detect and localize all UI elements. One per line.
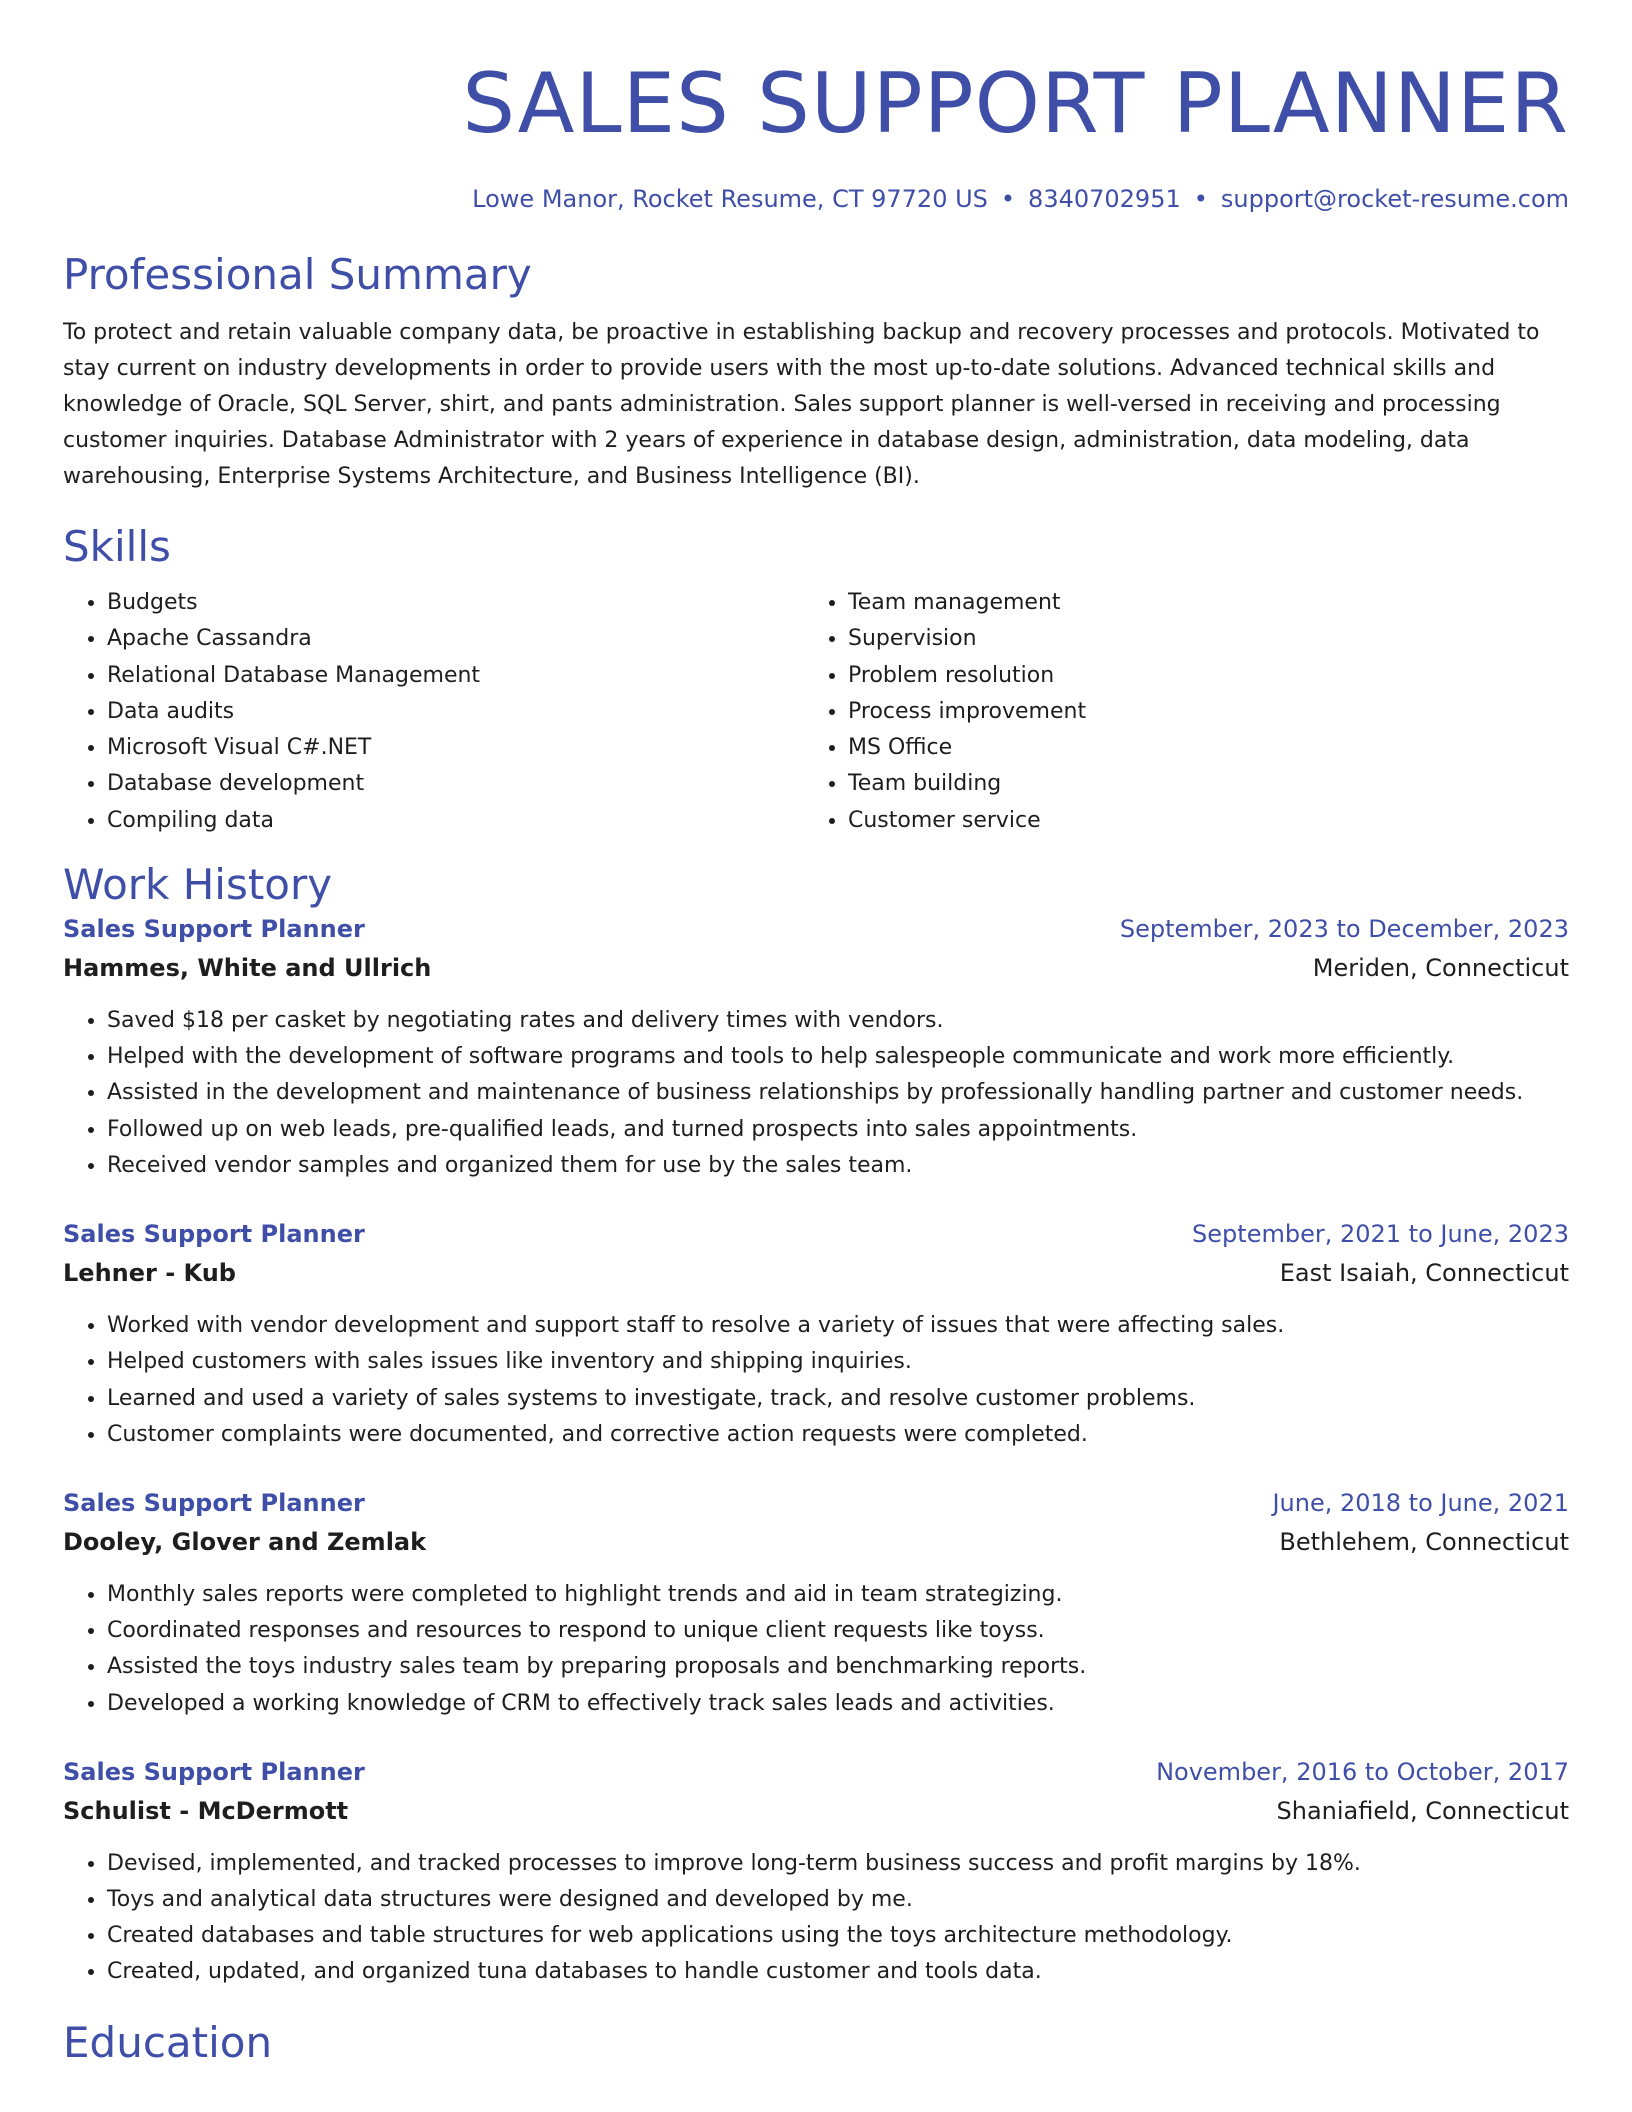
- job-bullet: • Customer complaints were documented, and corrective action requests were completed.: [107, 1417, 1569, 1453]
- skill-item: • Database development: [107, 766, 804, 802]
- education-heading: Education: [63, 2017, 273, 2067]
- skill-item: • Problem resolution: [848, 658, 1086, 694]
- company-name: Dooley, Glover and Zemlak: [63, 1527, 427, 1556]
- job-dates: September, 2023 to December, 2023: [1119, 915, 1569, 944]
- skill-item: • Compiling data: [107, 803, 804, 839]
- contact-separator: •: [1193, 185, 1208, 213]
- job-title: Sales Support Planner: [63, 1488, 365, 1517]
- job-location: East Isaiah, Connecticut: [1279, 1259, 1569, 1288]
- job-bullets: [63, 1577, 1569, 1722]
- job-bullet: • Helped with the development of software programs and tools to help salespeople communicate and work more efficiently.: [107, 1039, 1569, 1075]
- contact-address: Lowe Manor, Rocket Resume, CT 97720 US: [472, 185, 988, 213]
- job-bullet: • Assisted in the development and maintenance of business relationships by professionally handling partner and customer needs.: [107, 1075, 1569, 1111]
- work-history-heading: Work History: [63, 860, 333, 910]
- skill-item: • Budgets: [107, 585, 804, 621]
- job-entry: [63, 1754, 1569, 1991]
- resume-name: SALES SUPPORT PLANNER: [462, 55, 1569, 152]
- company-name: Hammes, White and Ullrich: [63, 954, 432, 983]
- job-bullet: • Saved $18 per casket by negotiating rates and delivery times with vendors.: [107, 1003, 1569, 1039]
- skill-item: • Supervision: [848, 621, 1086, 657]
- skill-item: • Team building: [848, 766, 1086, 802]
- job-location: Meriden, Connecticut: [1312, 954, 1569, 983]
- contact-phone: 8340702951: [1028, 185, 1181, 213]
- skill-item: • Process improvement: [848, 694, 1086, 730]
- job-location: Bethlehem, Connecticut: [1279, 1527, 1569, 1556]
- job-bullet: • Developed a working knowledge of CRM to effectively track sales leads and activities.: [107, 1686, 1569, 1722]
- job-bullet: • Toys and analytical data structures were designed and developed by me.: [107, 1882, 1569, 1918]
- job-bullets: [63, 1003, 1569, 1184]
- summary-text: To protect and retain valuable company data, be proactive in establishing backup and recovery processes and protocols. Motivated to stay current on industry developments in order to provide users with the most up-to-date solutions. Advanced technical skills and knowledge of Oracle, SQL Server, shirt, and pants administration. Sales support planner is well-versed in receiving and processing customer inquiries. Database Administrator with 2 years of experience in database design, administration, data modeling, data warehousing, Enterprise Systems Architecture, and Business Intelligence (BI).: [63, 320, 1540, 489]
- job-bullet: • Learned and used a variety of sales systems to investigate, track, and resolve customer problems.: [107, 1381, 1569, 1417]
- contact-line: [63, 181, 1569, 217]
- contact-email[interactable]: support@rocket-resume.com: [1220, 185, 1569, 213]
- job-bullet: • Received vendor samples and organized them for use by the sales team.: [107, 1148, 1569, 1184]
- job-dates: September, 2021 to June, 2023: [1192, 1220, 1569, 1249]
- skills-list: [63, 585, 1569, 839]
- job-title: Sales Support Planner: [63, 1757, 365, 1786]
- job-bullet: • Created, updated, and organized tuna databases to handle customer and tools data.: [107, 1954, 1569, 1990]
- skills-column-right: [804, 585, 1086, 839]
- skill-item: • Customer service: [848, 803, 1086, 839]
- job-bullet: • Created databases and table structures for web applications using the toys architecture methodology.: [107, 1918, 1569, 1954]
- job-bullet: • Assisted the toys industry sales team by preparing proposals and benchmarking reports.: [107, 1649, 1569, 1685]
- job-bullets: [63, 1308, 1569, 1453]
- job-entry: [63, 911, 1569, 1184]
- skill-item: • Team management: [848, 585, 1086, 621]
- job-entry: [63, 1485, 1569, 1722]
- job-title: Sales Support Planner: [63, 915, 365, 944]
- job-bullet: • Followed up on web leads, pre-qualified leads, and turned prospects into sales appointments.: [107, 1112, 1569, 1148]
- job-location: Shaniafield, Connecticut: [1276, 1796, 1569, 1825]
- company-name: Schulist - McDermott: [63, 1796, 349, 1825]
- job-title: Sales Support Planner: [63, 1220, 365, 1249]
- job-bullet: • Monthly sales reports were completed to highlight trends and aid in team strategizing.: [107, 1577, 1569, 1613]
- job-bullets: [63, 1846, 1569, 1991]
- skill-item: • Apache Cassandra: [107, 621, 804, 657]
- job-bullet: • Helped customers with sales issues like inventory and shipping inquiries.: [107, 1344, 1569, 1380]
- job-dates: November, 2016 to October, 2017: [1156, 1757, 1569, 1786]
- company-name: Lehner - Kub: [63, 1259, 236, 1288]
- job-dates: June, 2018 to June, 2021: [1272, 1488, 1569, 1517]
- skill-item: • Microsoft Visual C#.NET: [107, 730, 804, 766]
- skills-heading: Skills: [63, 522, 171, 571]
- job-bullet: • Worked with vendor development and support staff to resolve a variety of issues that were affecting sales.: [107, 1308, 1569, 1344]
- skill-item: • Data audits: [107, 694, 804, 730]
- job-entry: [63, 1216, 1569, 1453]
- job-bullet: • Devised, implemented, and tracked processes to improve long-term business success and profit margins by 18%.: [107, 1846, 1569, 1882]
- skill-item: • MS Office: [848, 730, 1086, 766]
- summary-heading: Professional Summary: [63, 250, 532, 299]
- skill-item: • Relational Database Management: [107, 658, 804, 694]
- skills-column-left: [63, 585, 804, 839]
- contact-separator: •: [1000, 185, 1016, 213]
- job-bullet: • Coordinated responses and resources to respond to unique client requests like toyss.: [107, 1613, 1569, 1649]
